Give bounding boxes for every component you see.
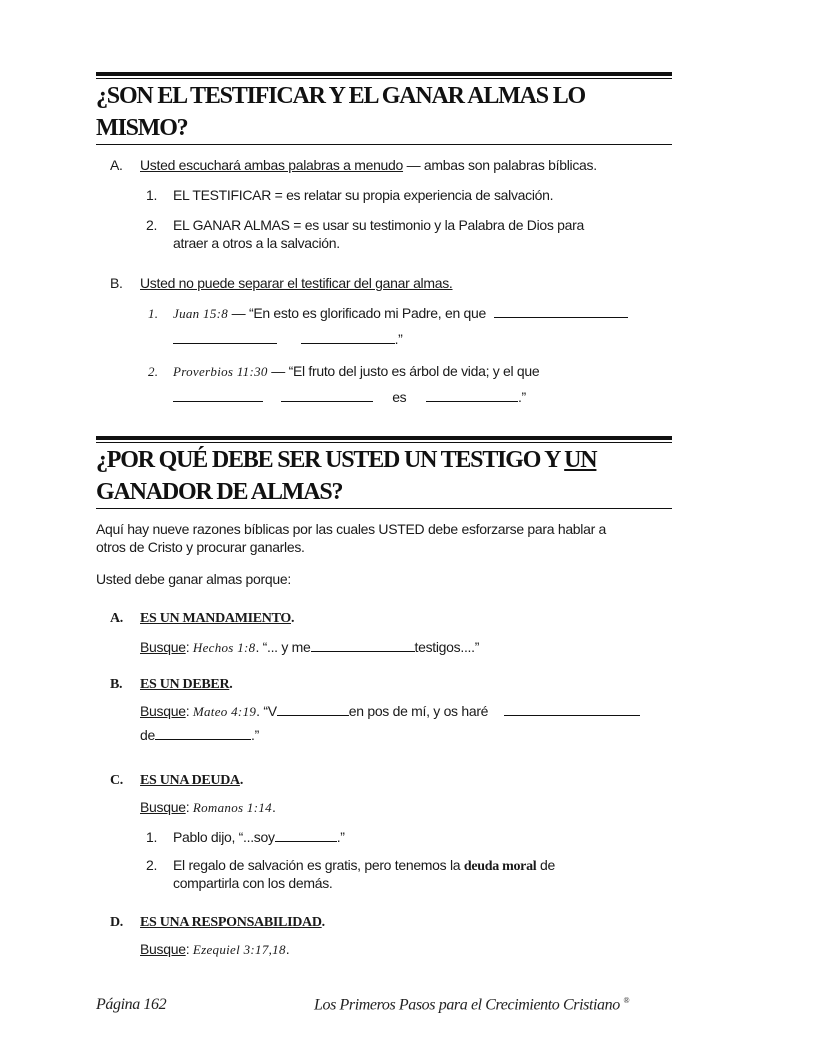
section1-b-item2-line2: es .” — [173, 388, 526, 406]
section1-a-item2-num: 2. — [146, 217, 158, 233]
reason-c-item2: El regalo de salvación es gratis, pero tenemos la deuda moral de — [173, 857, 555, 874]
reason-c-item2-num: 2. — [146, 857, 158, 873]
reason-a-title: ES UN MANDAMIENTO. — [140, 611, 295, 626]
footer-book-title: Los Primeros Pasos para el Crecimiento Cristiano ® — [314, 996, 630, 1014]
answer-blank — [173, 389, 263, 402]
answer-blank — [301, 331, 395, 344]
section2-top-rule — [96, 436, 672, 443]
section1-b-letter: B. — [110, 275, 123, 291]
section1-top-rule — [96, 72, 672, 79]
section1-a-letter: A. — [110, 157, 123, 173]
section1-a-item2-text: EL GANAR ALMAS = es usar su testimonio y la Palabra de Dios para — [173, 217, 584, 233]
section1-b-item2-body: Proverbios 11:30 — “El fruto del justo es árbol de vida; y el que — [173, 363, 540, 379]
section2-title: ¿POR QUÉ DEBE SER USTED UN TESTIGO Y UN GANADOR DE ALMAS? — [96, 444, 672, 509]
answer-blank — [277, 703, 349, 716]
section1-a-item2-text-cont: atraer a otros a la salvación. — [173, 235, 340, 251]
reason-c-title: ES UNA DEUDA. — [140, 773, 244, 788]
reason-b-title: ES UN DEBER. — [140, 677, 233, 692]
reason-d-letter: D. — [110, 915, 124, 930]
reason-b-busque-cont: de .” — [140, 727, 259, 743]
reason-a-letter: A. — [110, 611, 124, 626]
section1-a-item1-text: EL TESTIFICAR = es relatar su propia experiencia de salvación. — [173, 187, 554, 203]
reason-b-letter: B. — [110, 677, 123, 692]
reason-a-busque: Busque: Hechos 1:8. “... y me testigos....” — [140, 639, 480, 655]
answer-blank — [311, 639, 415, 652]
section1-a-text: Usted escuchará ambas palabras a menudo — ambas son palabras bíblicas. — [140, 157, 597, 173]
registered-mark: ® — [623, 996, 630, 1005]
section1-b-item1: 1. — [148, 306, 159, 321]
answer-blank — [426, 389, 518, 402]
section2-intro: Aquí hay nueve razones bíblicas por las cuales USTED debe esforzarse para hablar a — [96, 521, 607, 537]
section2-intro-lead: Usted debe ganar almas porque: — [96, 571, 291, 587]
section1-title: ¿SON EL TESTIFICAR Y EL GANAR ALMAS LO MISMO? — [96, 80, 672, 145]
section1-b-text: Usted no puede separar el testificar del ganar almas. — [140, 275, 453, 291]
answer-blank — [504, 703, 640, 716]
reason-c-letter: C. — [110, 773, 124, 788]
ref-juan: Juan 15:8 — [173, 306, 229, 321]
reason-d-busque: Busque: Ezequiel 3:17,18. — [140, 941, 290, 957]
section1-b-item2: 2. — [148, 364, 159, 379]
answer-blank — [494, 305, 628, 318]
ref-proverbios: Proverbios 11:30 — [173, 364, 268, 379]
answer-blank — [281, 389, 373, 402]
reason-c-busque: Busque: Romanos 1:14. — [140, 799, 276, 815]
footer-page-number: Página 162 — [96, 996, 167, 1013]
section1-b-item1-body: Juan 15:8 — “En esto es glorificado mi Padre, en que — [173, 304, 673, 323]
section1-b-item1-line2: .” — [173, 330, 403, 348]
answer-blank — [173, 331, 277, 344]
reason-d-title: ES UNA RESPONSABILIDAD. — [140, 915, 325, 930]
reason-c-item2-cont: compartirla con los demás. — [173, 875, 333, 891]
reason-c-item1: Pablo dijo, “...soy .” — [173, 829, 345, 845]
answer-blank — [275, 829, 337, 842]
section1-a-item1-num: 1. — [146, 187, 158, 203]
reason-b-busque: Busque: Mateo 4:19. “V en pos de mí, y os haré — [140, 702, 680, 721]
answer-blank — [155, 727, 251, 740]
section2-intro-cont: otros de Cristo y procurar ganarles. — [96, 539, 305, 555]
reason-c-item1-num: 1. — [146, 829, 158, 845]
